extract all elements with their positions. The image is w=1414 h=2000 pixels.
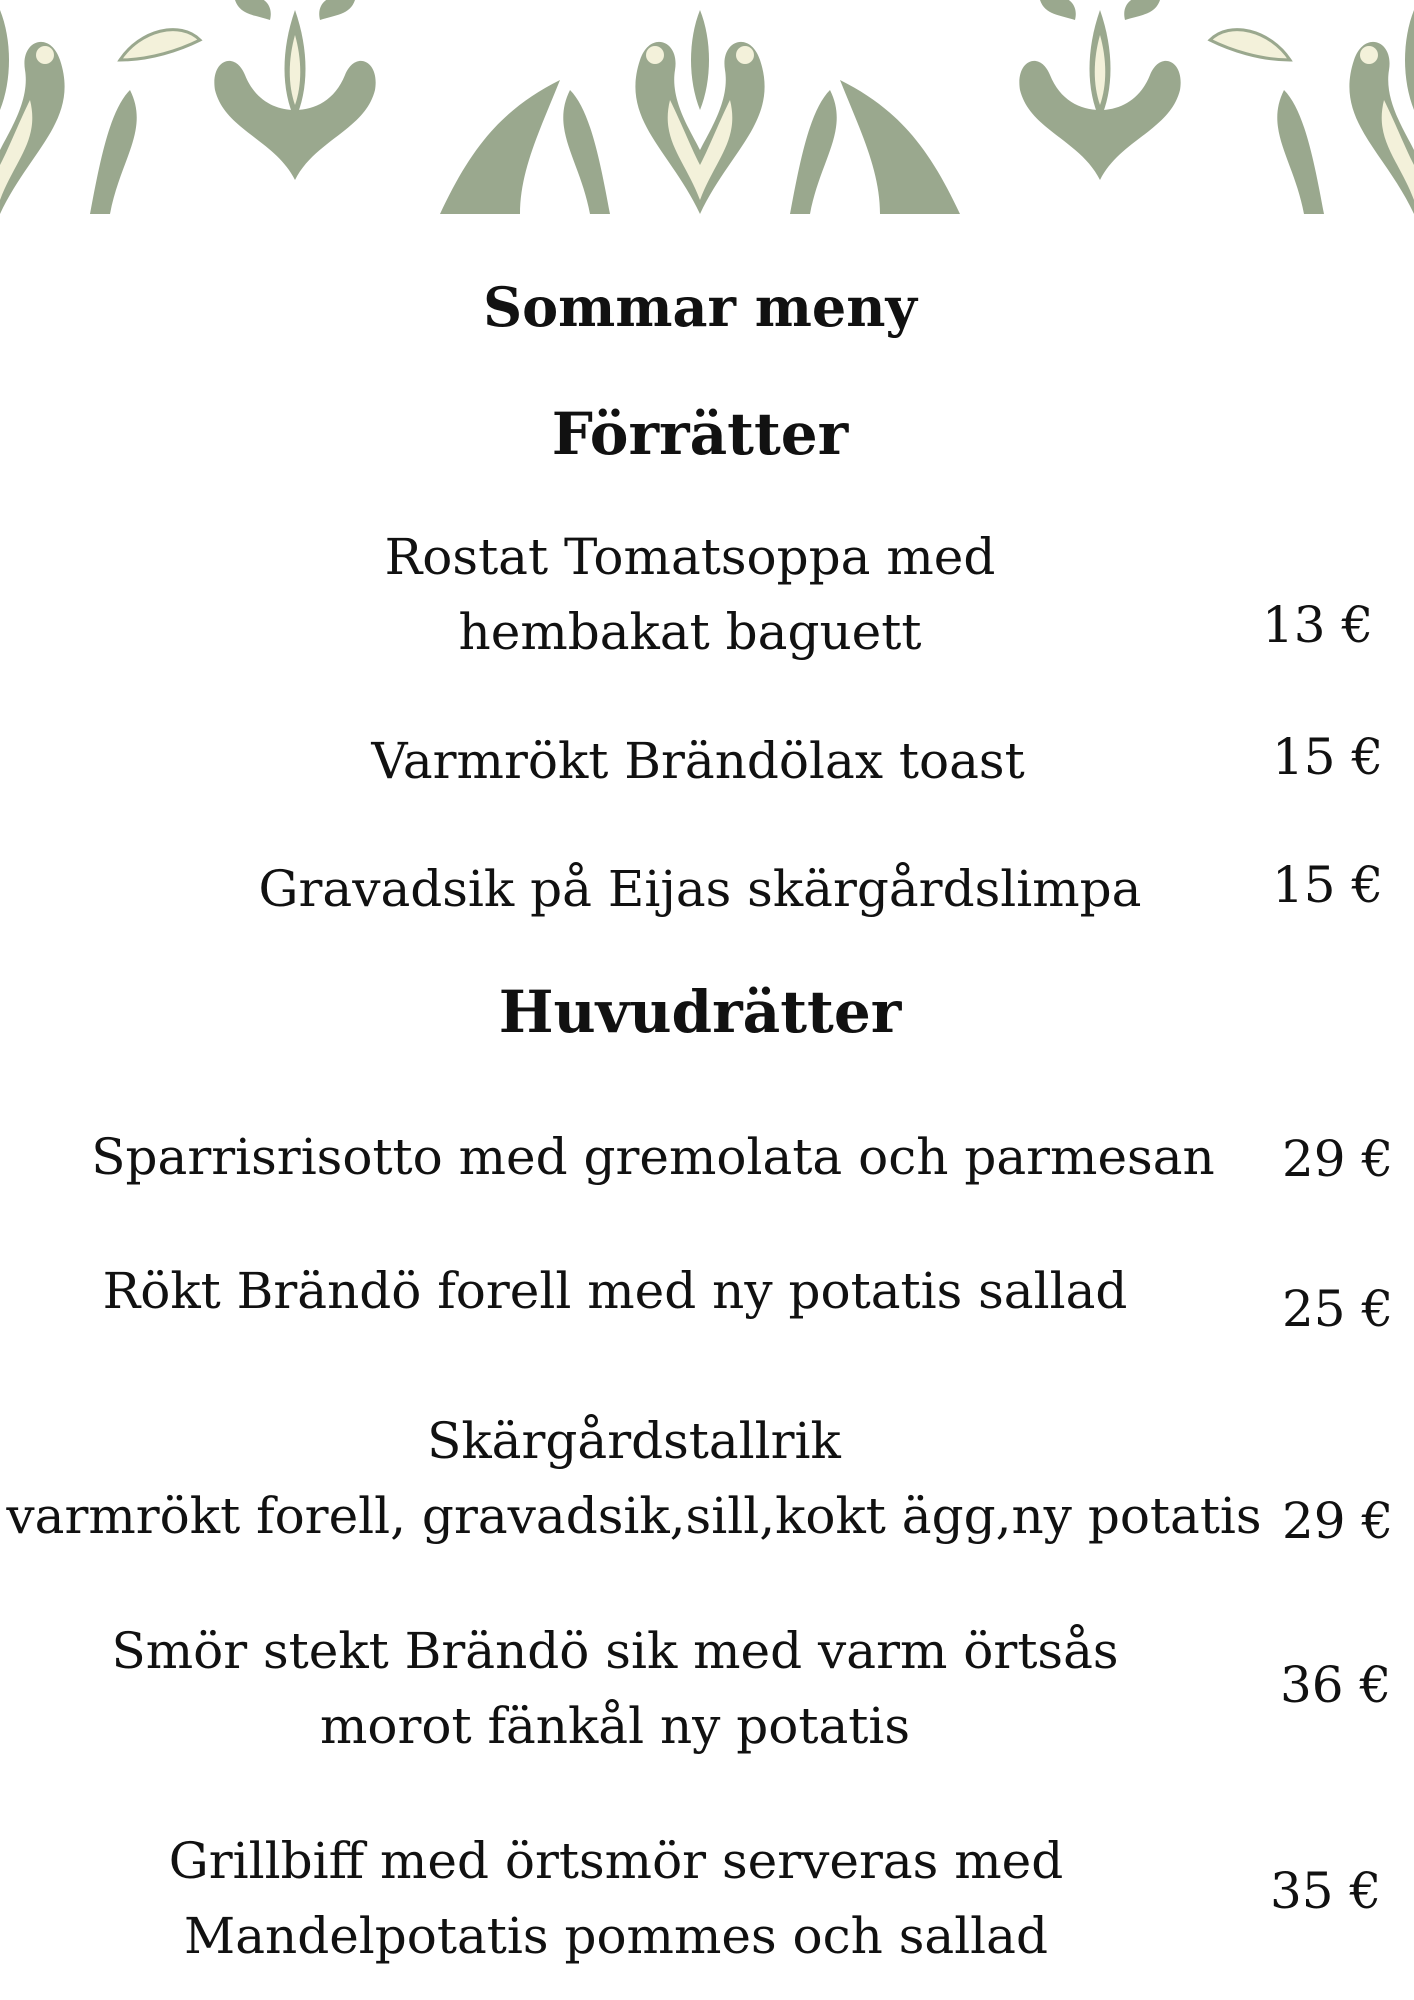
item-line: Rostat Tomatsoppa med <box>384 528 996 586</box>
price: 36 € <box>1280 1656 1392 1714</box>
price: 29 € <box>1282 1492 1394 1550</box>
item-line: Rökt Brändö forell med ny potatis sallad <box>102 1262 1128 1320</box>
price: 29 € <box>1282 1130 1394 1188</box>
menu-item-gravadsik <box>259 852 1142 927</box>
menu-item-sparrisrisotto <box>91 1120 1214 1195</box>
item-line: Sparrisrisotto med gremolata och parmesan <box>91 1128 1215 1186</box>
price: 25 € <box>1282 1280 1394 1338</box>
menu-item-stekt-sik <box>111 1614 1118 1764</box>
item-line: Gravadsik på Eijas skärgårdslimpa <box>258 860 1142 918</box>
price: 15 € <box>1272 856 1384 914</box>
menu-title: Sommar meny <box>483 275 917 339</box>
menu-item-tomatsoppa <box>385 520 996 670</box>
damask-ornament-banner <box>0 0 1414 214</box>
price: 35 € <box>1270 1862 1382 1920</box>
section-heading-huvudratter: Huvudrätter <box>498 978 902 1046</box>
item-line: Skärgårdstallrik <box>427 1412 841 1470</box>
item-line: varmrökt forell, gravadsik,sill,kokt ägg,ny potatis <box>6 1487 1262 1545</box>
price: 15 € <box>1272 728 1384 786</box>
section-heading-forratter: Förrätter <box>551 400 849 468</box>
menu-item-skargardstallrik <box>6 1404 1261 1554</box>
menu-item-lax-toast <box>371 724 1024 799</box>
menu-item-rokt-forell <box>103 1254 1128 1329</box>
price: 13 € <box>1262 596 1374 654</box>
item-line: Grillbiff med örtsmör serveras med <box>168 1832 1064 1890</box>
item-line: hembakat baguett <box>458 603 922 661</box>
item-line: Smör stekt Brändö sik med varm örtsås <box>111 1622 1119 1680</box>
item-line: morot fänkål ny potatis <box>319 1697 911 1755</box>
item-line: Mandelpotatis pommes och sallad <box>184 1907 1048 1965</box>
item-line: Varmrökt Brändölax toast <box>371 732 1025 790</box>
menu-item-grillbiff <box>169 1824 1063 1974</box>
